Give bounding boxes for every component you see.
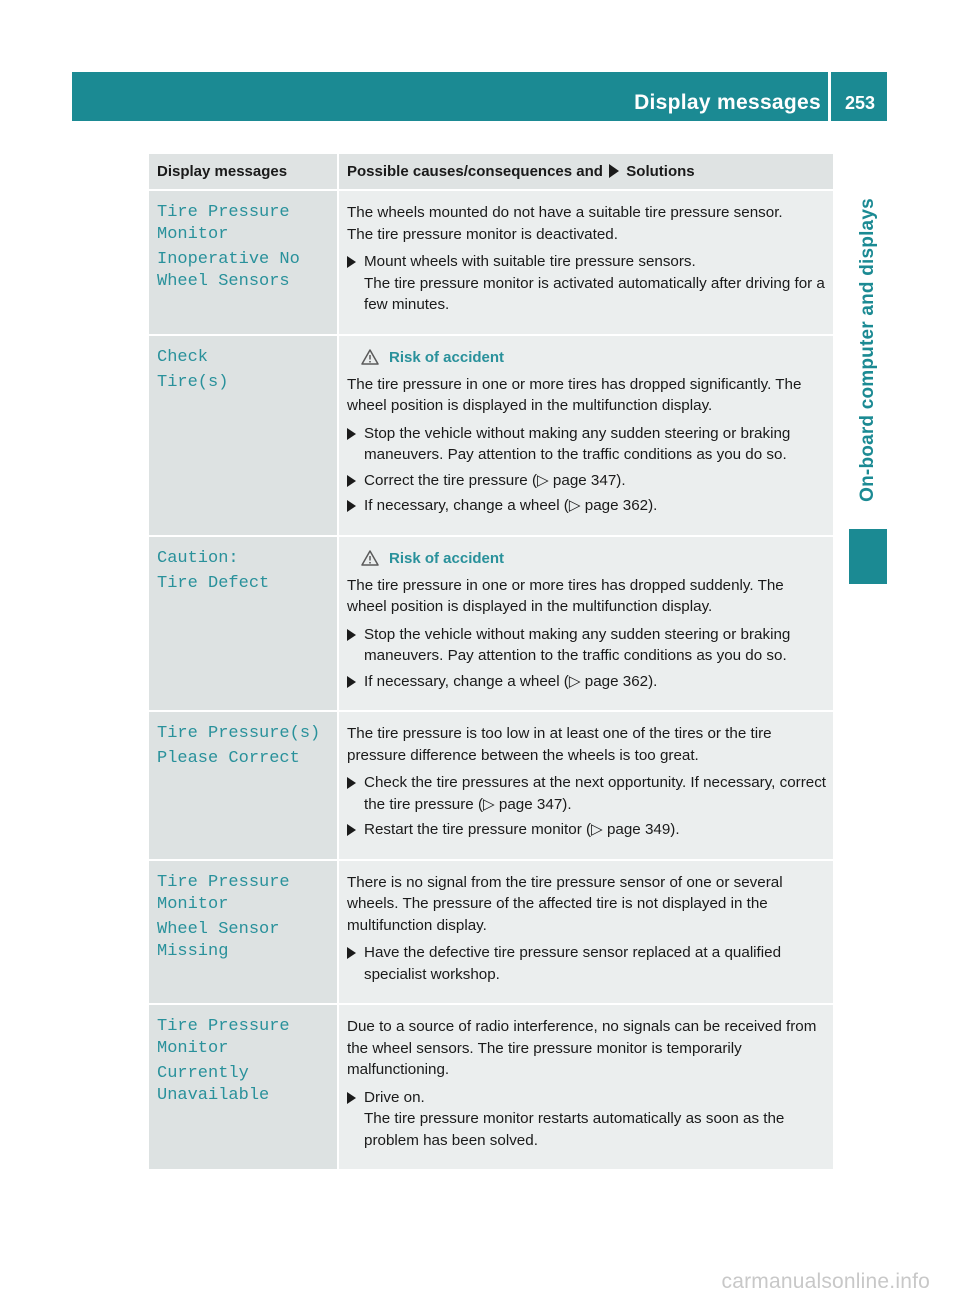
step-arrow-icon	[347, 777, 356, 789]
warning-notice	[361, 550, 827, 567]
display-message-line: Tire Pressure	[157, 872, 290, 892]
display-message-text	[157, 1063, 331, 1107]
warning-triangle-icon	[361, 550, 379, 566]
display-message-line: Unavailable	[157, 1086, 270, 1105]
cause-sentence: The tire pressure is too low in at least one of the tires or the tire pressure difference between the wheels is too great.	[347, 725, 772, 764]
display-message-line: Tire Defect	[157, 573, 270, 593]
display-message-line: Monitor	[157, 894, 229, 914]
step-arrow-icon	[347, 1092, 356, 1104]
cause-sentence: The wheels mounted do not have a suitable tire pressure sensor.	[347, 204, 783, 221]
table-row	[149, 336, 833, 537]
display-message-line: Inoperative No	[157, 250, 300, 269]
side-tab-label: On-board computer and displays	[857, 198, 878, 502]
display-message-line: Monitor	[157, 225, 229, 244]
display-message-line: Currently	[157, 1064, 249, 1083]
cause-sentence: There is no signal from the tire pressure sensor of one or several wheels. The pressure of the affected tire is not displayed in the multifunction display.	[347, 873, 783, 934]
header-causes-label: Possible causes/consequences and	[347, 163, 603, 180]
solution-step-text: Have the defective tire pressure sensor replaced at a qualified specialist workshop.	[364, 944, 782, 983]
step-arrow-icon	[347, 676, 356, 688]
cause-sentence: The tire pressure in one or more tires has dropped suddenly. The wheel position is displayed in the multifunction display.	[347, 576, 784, 615]
solution-step	[347, 1087, 827, 1152]
table-row	[149, 1005, 833, 1171]
causes-solutions-cell	[339, 191, 833, 336]
display-message-line: Wheel Sensor	[157, 919, 280, 939]
cause-sentence: The tire pressure in one or more tires has dropped significantly. The wheel position is displayed in the multifunction display.	[347, 375, 802, 414]
page-number: 253	[845, 93, 876, 113]
solution-step	[347, 772, 827, 815]
section-title: Display messages	[634, 91, 821, 114]
display-message-line: Tire(s)	[157, 372, 229, 392]
solution-step-text: If necessary, change a wheel (▷ page 362).	[364, 497, 658, 514]
solution-step	[347, 251, 827, 316]
step-arrow-icon	[347, 824, 356, 836]
step-arrow-icon	[347, 947, 356, 959]
display-message-cell	[149, 191, 339, 336]
cause-sentence: Due to a source of radio interference, no signals can be received from the wheel sensors. The tire pressure monitor is temporarily malfunctioning.	[347, 1018, 817, 1078]
step-arrow-icon	[347, 629, 356, 641]
solution-step-text: If necessary, change a wheel (▷ page 362).	[364, 672, 658, 690]
display-message-line: Wheel Sensors	[157, 272, 290, 291]
display-message-line: Monitor	[157, 1039, 229, 1058]
solution-step	[347, 470, 827, 492]
display-message-line: Tire Pressure	[157, 1017, 290, 1036]
display-message-text	[157, 372, 331, 394]
watermark: carmanualsonline.info	[721, 1270, 930, 1293]
solution-step	[347, 423, 827, 466]
table-row	[149, 537, 833, 713]
solution-step-result: The tire pressure monitor restarts automatically as soon as the problem has been solved.	[364, 1110, 785, 1149]
header-divider	[828, 72, 831, 121]
column-header-display-messages: Display messages	[149, 154, 339, 191]
cause-sentence: The tire pressure monitor is deactivated.	[347, 225, 618, 243]
step-arrow-icon	[347, 475, 356, 487]
display-message-line: Tire Pressure	[157, 203, 290, 222]
display-message-line: Caution:	[157, 548, 239, 568]
display-message-text	[157, 919, 331, 963]
cause-description	[347, 575, 827, 618]
solution-step-text: Drive on.	[364, 1088, 425, 1106]
warning-label: Risk of accident	[389, 348, 505, 366]
solution-step	[347, 495, 827, 517]
table-row	[149, 191, 833, 336]
solution-step-text: Check the tire pressures at the next opportunity. If necessary, correct the tire pressure (▷ page 347).	[364, 774, 827, 813]
step-arrow-icon	[347, 428, 356, 440]
display-message-text	[157, 347, 331, 369]
cause-description	[347, 1016, 827, 1081]
causes-solutions-cell	[339, 712, 833, 861]
cause-description	[347, 872, 827, 937]
solution-step-text: Restart the tire pressure monitor (▷ page 349).	[364, 821, 680, 838]
solution-step-result: The tire pressure monitor is activated automatically after driving for a few minutes.	[364, 274, 825, 313]
display-message-cell	[149, 712, 339, 861]
cause-description	[347, 723, 827, 766]
causes-solutions-cell	[339, 537, 833, 713]
column-header-causes-solutions	[339, 154, 833, 191]
display-message-text	[157, 202, 331, 246]
page-header	[72, 72, 887, 121]
display-message-cell	[149, 336, 339, 537]
display-message-cell	[149, 1005, 339, 1171]
side-tab-marker	[849, 529, 887, 584]
table-row	[149, 712, 833, 861]
display-message-text	[157, 249, 331, 293]
display-message-text	[157, 748, 331, 770]
display-message-line: Check	[157, 347, 209, 367]
display-message-text	[157, 573, 331, 595]
header-solutions-label: Solutions	[626, 163, 695, 180]
display-message-line: Please Correct	[157, 749, 300, 768]
solution-arrow-icon	[609, 164, 619, 178]
table-header-row	[149, 154, 833, 191]
step-arrow-icon	[347, 256, 356, 268]
cause-description	[347, 374, 827, 417]
display-messages-table	[149, 154, 833, 1171]
solution-step-text: Stop the vehicle without making any sudden steering or braking maneuvers. Pay attention to the traffic conditions as you do so.	[364, 625, 791, 664]
display-message-text	[157, 1016, 331, 1060]
causes-solutions-cell	[339, 861, 833, 1006]
display-message-text	[157, 548, 331, 570]
solution-step	[347, 624, 827, 667]
display-message-line: Tire Pressure(s)	[157, 724, 321, 743]
solution-step	[347, 819, 827, 841]
table-body	[149, 191, 833, 1171]
solution-step	[347, 942, 827, 985]
solution-step-text: Mount wheels with suitable tire pressure sensors.	[364, 253, 696, 270]
cause-description	[347, 202, 827, 245]
display-message-text	[157, 723, 331, 745]
warning-label: Risk of accident	[389, 549, 505, 567]
causes-solutions-cell	[339, 1005, 833, 1171]
display-message-cell	[149, 537, 339, 713]
step-arrow-icon	[347, 500, 356, 512]
solution-step-text: Stop the vehicle without making any sudden steering or braking maneuvers. Pay attention to the traffic conditions as you do so.	[364, 424, 791, 463]
display-message-cell	[149, 861, 339, 1006]
solution-step-text: Correct the tire pressure (▷ page 347).	[364, 471, 626, 489]
display-message-text	[157, 872, 331, 916]
table-row	[149, 861, 833, 1006]
warning-triangle-icon	[361, 349, 379, 365]
solution-step	[347, 671, 827, 693]
warning-notice	[361, 349, 827, 366]
causes-solutions-cell	[339, 336, 833, 537]
display-message-line: Missing	[157, 941, 229, 961]
